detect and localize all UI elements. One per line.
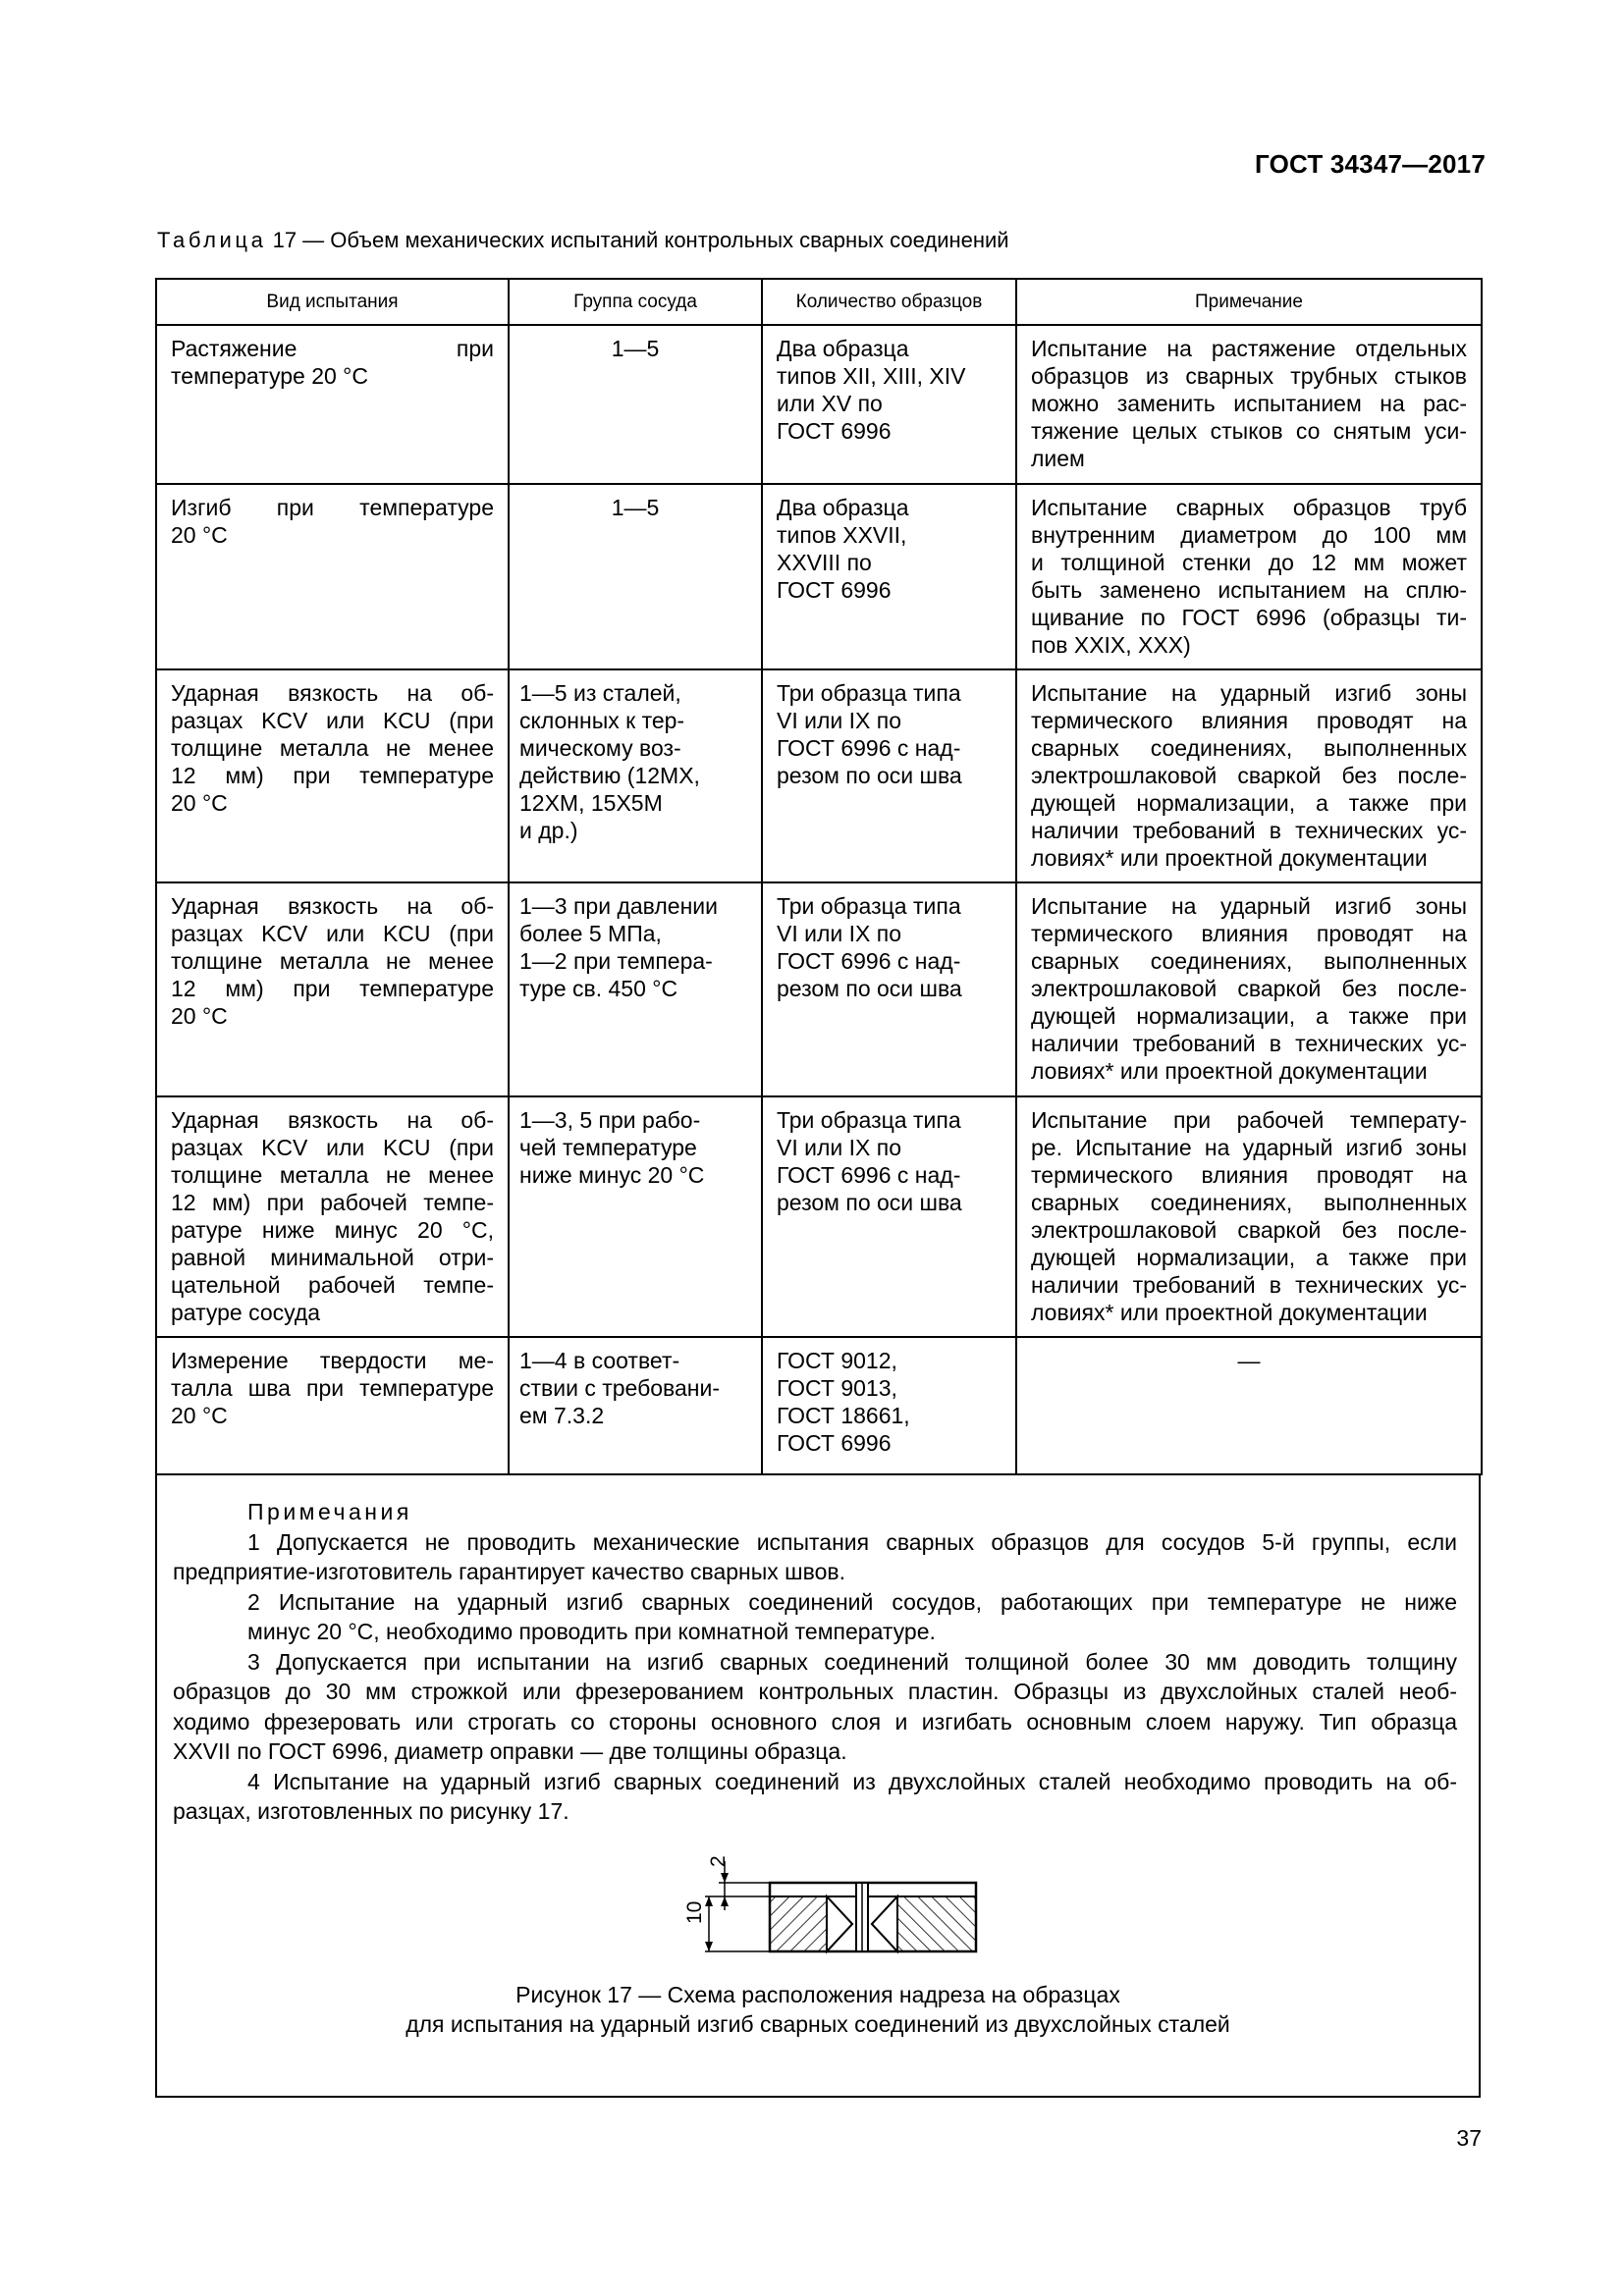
cell-line: XXVIII по <box>777 550 872 575</box>
col-header-vessel-group: Группа сосуда <box>509 279 762 325</box>
cell-line: щивание по ГОСТ 6996 (образцы ти- <box>1031 605 1467 630</box>
cell-line: ГОСТ 6996 <box>777 418 892 444</box>
cell-note <box>1016 1337 1482 1474</box>
cell-vessel-group <box>509 1337 762 1474</box>
cell-line: — <box>1237 1348 1261 1373</box>
cell-line: Три образца типа <box>777 1107 961 1133</box>
tests-table <box>155 278 1483 1475</box>
cell-line: или XV по <box>777 391 883 416</box>
standard-code: ГОСТ 34347—2017 <box>1255 149 1486 179</box>
cell-line: термического влияния проводят на <box>1031 921 1467 946</box>
cell-line: образцов из сварных трубных стыков <box>1031 363 1467 389</box>
cell-line: 20 °С <box>171 1403 228 1428</box>
cell-line: действию (12МХ, <box>519 763 700 788</box>
cell-line: ГОСТ 6996 с над- <box>777 948 961 974</box>
cell-line: дующей нормализации, а также при <box>1031 790 1467 816</box>
cell-test-type <box>156 669 509 882</box>
cell-line: дующей нормализации, а также при <box>1031 1003 1467 1029</box>
table-caption-text: 17 — Объем механических испытаний контрольных сварных соединений <box>272 228 1009 252</box>
cell-test-type <box>156 325 509 484</box>
cell-line: сварных соединениях, выполненных <box>1031 735 1467 761</box>
cell-line: ГОСТ 6996 <box>777 1430 892 1456</box>
cell-sample-count <box>762 1096 1016 1337</box>
cell-vessel-group <box>509 325 762 484</box>
table-row <box>156 325 1482 484</box>
cell-line: 12ХМ, 15Х5М <box>519 790 663 816</box>
cell-line: ГОСТ 9013, <box>777 1375 897 1401</box>
cell-line: ствии с требовани- <box>519 1375 721 1401</box>
cell-line: Испытание на ударный изгиб зоны <box>1031 680 1467 706</box>
dim-layer-label: 2 <box>707 1855 730 1867</box>
cell-line: Измерение твердости ме- <box>171 1348 494 1373</box>
cell-line: цательной рабочей темпе- <box>171 1272 494 1298</box>
note-item <box>173 1767 1457 1827</box>
cell-line: Три образца типа <box>777 893 961 919</box>
col-header-sample-count: Количество образцов <box>762 279 1016 325</box>
cell-line: Ударная вязкость на об- <box>171 893 494 919</box>
cell-line: чей температуре <box>519 1135 697 1160</box>
cell-line: VI или IX по <box>777 1135 901 1160</box>
cell-line: сварных соединениях, выполненных <box>1031 1190 1467 1215</box>
cell-sample-count <box>762 484 1016 669</box>
cell-line: Ударная вязкость на об- <box>171 1107 494 1133</box>
cell-sample-count <box>762 882 1016 1096</box>
cell-line: Три образца типа <box>777 680 961 706</box>
col-header-test-type: Вид испытания <box>156 279 509 325</box>
cell-line: толщине металла не менее <box>171 948 494 974</box>
cell-line: ем 7.3.2 <box>519 1403 605 1428</box>
cell-line: и др.) <box>519 818 578 843</box>
cell-line: сварных соединениях, выполненных <box>1031 948 1467 974</box>
cell-line: толщине металла не менее <box>171 735 494 761</box>
table-caption-label: Таблица <box>157 228 267 252</box>
page-number: 37 <box>1456 2125 1482 2151</box>
cell-line: разцах KCV или KCU (при <box>171 1135 494 1160</box>
cell-line: 1—5 из сталей, <box>519 680 681 706</box>
cell-sample-count <box>762 669 1016 882</box>
note-line: 2 Испытание на ударный изгиб сварных соединений сосудов, работающих при температуре не ниже <box>247 1588 1457 1615</box>
cell-line: ГОСТ 6996 <box>777 577 892 603</box>
note-line: минус 20 °С, необходимо проводить при комнатной температуре. <box>247 1619 936 1644</box>
cell-line: Испытание при рабочей температу- <box>1031 1107 1467 1133</box>
cell-line: 20 °С <box>171 790 228 816</box>
cell-line: Испытание на ударный изгиб зоны <box>1031 893 1467 919</box>
cell-line: Два образца <box>777 495 909 520</box>
note-line: предприятие-изготовитель гарантирует качество сварных швов. <box>173 1559 845 1584</box>
cell-sample-count <box>762 1337 1016 1474</box>
cell-line: Ударная вязкость на об- <box>171 680 494 706</box>
note-line: 3 Допускается при испытании на изгиб сварных соединений толщиной более 30 мм доводить толщину <box>247 1648 1457 1675</box>
cell-line: типов XII, XIII, XIV <box>777 363 966 389</box>
cell-line: наличии требований в технических ус- <box>1031 818 1467 843</box>
cell-line: резом по оси шва <box>777 976 962 1001</box>
cell-line: ратуре сосуда <box>171 1300 321 1325</box>
cell-note <box>1016 325 1482 484</box>
cell-note <box>1016 1096 1482 1337</box>
figure-caption-line-1: Рисунок 17 — Схема расположения надреза на образцах <box>515 1982 1120 2007</box>
note-item <box>173 1587 1457 1647</box>
cell-line: 1—2 при темпера- <box>519 948 713 974</box>
cell-note <box>1016 484 1482 669</box>
cell-line: 12 мм) при температуре <box>171 763 494 788</box>
cell-line: ре. Испытание на ударный изгиб зоны <box>1031 1135 1467 1160</box>
cell-test-type <box>156 882 509 1096</box>
cell-line: быть заменено испытанием на сплю- <box>1031 577 1467 603</box>
cell-line: 1—3 при давлении <box>519 893 718 919</box>
cell-line: туре св. 450 °С <box>519 976 678 1001</box>
table-row <box>156 484 1482 669</box>
table-row <box>156 1337 1482 1474</box>
cell-line: ловиях* или проектной документации <box>1031 1300 1428 1325</box>
cell-sample-count <box>762 325 1016 484</box>
table-header-row <box>156 279 1482 325</box>
table-row <box>156 1096 1482 1337</box>
table-row <box>156 882 1482 1096</box>
cell-note <box>1016 882 1482 1096</box>
cell-line: VI или IX по <box>777 708 901 733</box>
note-line: образцов до 30 мм строжкой или фрезерованием контрольных пластин. Образцы из двухслойных сталей необ- <box>173 1679 1457 1704</box>
cell-vessel-group <box>509 882 762 1096</box>
cell-line: дующей нормализации, а также при <box>1031 1245 1467 1270</box>
cell-line: наличии требований в технических ус- <box>1031 1272 1467 1298</box>
table-caption <box>157 228 1009 253</box>
cell-vessel-group <box>509 1096 762 1337</box>
note-item <box>173 1647 1457 1767</box>
cell-line: ГОСТ 6996 с над- <box>777 735 961 761</box>
figure-17-notch-diagram <box>679 1853 986 1966</box>
cell-line: Два образца <box>777 336 909 361</box>
note-item <box>173 1527 1457 1587</box>
figure-caption <box>155 1980 1481 2039</box>
cell-line: лием <box>1031 446 1085 471</box>
cell-test-type <box>156 484 509 669</box>
cell-line: ловиях* или проектной документации <box>1031 1058 1428 1084</box>
cell-line: Испытание на растяжение отдельных <box>1031 336 1467 361</box>
cell-line: талла шва при температуре <box>171 1375 494 1401</box>
cell-line: резом по оси шва <box>777 763 962 788</box>
cell-line: 20 °С <box>171 522 228 548</box>
note-line: разцах, изготовленных по рисунку 17. <box>173 1798 569 1824</box>
notch-scheme-drawing <box>679 1853 986 1961</box>
cell-line: 20 °С <box>171 1003 228 1029</box>
note-line: XXVII по ГОСТ 6996, диаметр оправки — две толщины образца. <box>173 1738 847 1764</box>
cell-line: ниже минус 20 °С <box>519 1162 705 1188</box>
note-line: 4 Испытание на ударный изгиб сварных соединений из двухслойных сталей необходимо проводить на об- <box>247 1768 1457 1794</box>
cell-line: мическому воз- <box>519 735 681 761</box>
cell-line: резом по оси шва <box>777 1190 962 1215</box>
cell-line: 12 мм) при температуре <box>171 976 494 1001</box>
cell-line: тяжение целых стыков со снятым уси- <box>1031 418 1467 444</box>
cell-line: электрошлаковой сваркой без после- <box>1031 1217 1467 1243</box>
cell-line: толщине металла не менее <box>171 1162 494 1188</box>
cell-line: ловиях* или проектной документации <box>1031 845 1428 871</box>
table-row <box>156 669 1482 882</box>
figure-caption-line-2: для испытания на ударный изгиб сварных соединений из двухслойных сталей <box>406 2011 1230 2037</box>
cell-line: ГОСТ 6996 с над- <box>777 1162 961 1188</box>
cell-line: электрошлаковой сваркой без после- <box>1031 763 1467 788</box>
cell-line: ратуре ниже минус 20 °С, <box>171 1217 494 1243</box>
cell-line: термического влияния проводят на <box>1031 1162 1467 1188</box>
cell-note <box>1016 669 1482 882</box>
cell-line: ГОСТ 9012, <box>777 1348 897 1373</box>
cell-line: 1—4 в соответ- <box>519 1348 680 1373</box>
cell-line: 1—5 <box>611 336 660 361</box>
note-line: ходимо фрезеровать или строгать со стороны основного слоя и изгибать основным слоем наружу. Тип образца <box>173 1708 1457 1735</box>
col-header-note: Примечание <box>1016 279 1482 325</box>
cell-line: электрошлаковой сваркой без после- <box>1031 976 1467 1001</box>
cell-line: Изгиб при температуре <box>171 495 494 520</box>
cell-test-type <box>156 1337 509 1474</box>
cell-line: термического влияния проводят на <box>1031 708 1467 733</box>
cell-line: типов XXVII, <box>777 522 907 548</box>
cell-test-type <box>156 1096 509 1337</box>
cell-line: Растяжение при <box>171 336 494 361</box>
cell-line: температуре 20 °С <box>171 363 368 389</box>
cell-line: VI или IX по <box>777 921 901 946</box>
cell-line: разцах KCV или KCU (при <box>171 921 494 946</box>
cell-line: 12 мм) при рабочей темпе- <box>171 1190 494 1215</box>
notes-title: Примечания <box>247 1499 412 1524</box>
cell-line: 1—3, 5 при рабо- <box>519 1107 701 1133</box>
cell-line: разцах KCV или KCU (при <box>171 708 494 733</box>
cell-vessel-group <box>509 669 762 882</box>
notes-list <box>173 1527 1457 1827</box>
cell-line: пов XXIX, XXX) <box>1031 632 1191 658</box>
cell-vessel-group <box>509 484 762 669</box>
cell-line: склонных к тер- <box>519 708 685 733</box>
cell-line: можно заменить испытанием на рас- <box>1031 391 1467 416</box>
cell-line: Испытание сварных образцов труб <box>1031 495 1467 520</box>
note-line: 1 Допускается не проводить механические испытания сварных образцов для сосудов 5-й группы, если <box>247 1528 1457 1555</box>
cell-line: равной минимальной отри- <box>171 1245 494 1270</box>
dim-thickness-label: 10 <box>683 1900 706 1924</box>
cell-line: 1—5 <box>611 495 660 520</box>
cell-line: более 5 МПа, <box>519 921 662 946</box>
cell-line: ГОСТ 18661, <box>777 1403 910 1428</box>
cell-line: и толщиной стенки до 12 мм может <box>1031 550 1467 575</box>
cell-line: наличии требований в технических ус- <box>1031 1031 1467 1056</box>
cell-line: внутренним диаметром до 100 мм <box>1031 522 1467 548</box>
